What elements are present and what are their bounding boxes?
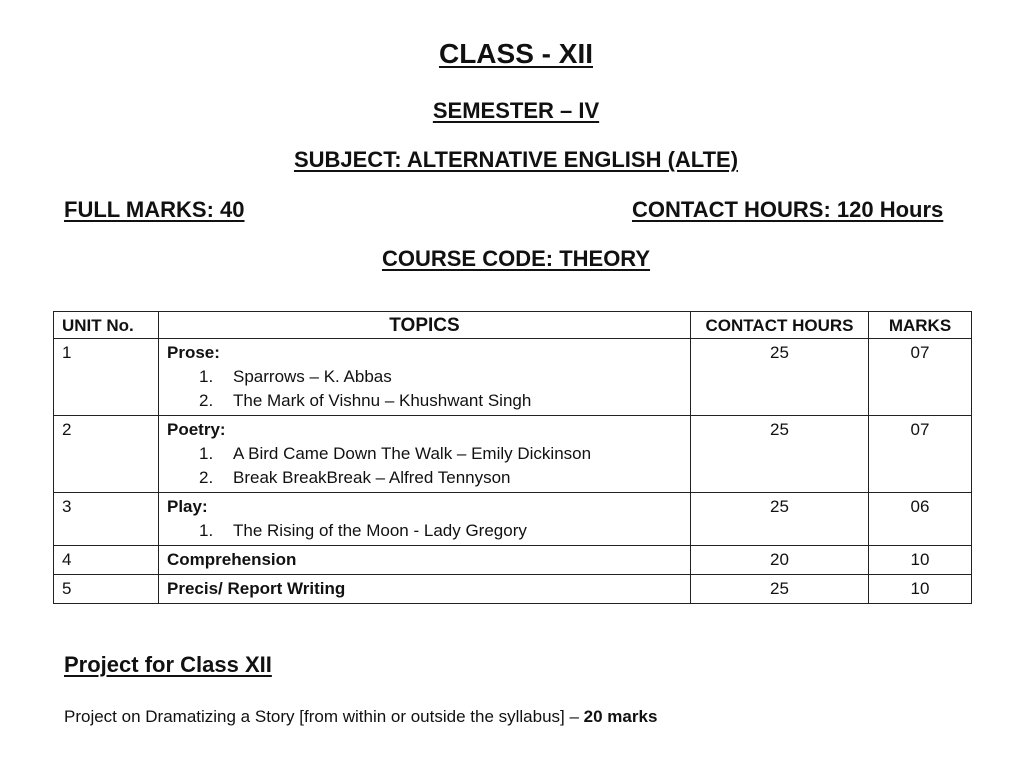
table-row (54, 339, 972, 416)
syllabus-table (53, 311, 972, 604)
topic-item (167, 442, 682, 466)
subject-heading: SUBJECT: ALTERNATIVE ENGLISH (ALTE) (293, 147, 739, 172)
table-row (54, 546, 972, 575)
project-text: Project on Dramatizing a Story [from within or outside the syllabus] – (64, 707, 584, 726)
topic-item (167, 365, 682, 389)
topic-item (167, 519, 682, 543)
unit-number: 4 (54, 546, 159, 575)
course-code-heading: COURSE CODE: THEORY (381, 246, 651, 271)
topic-text: Sparrows – K. Abbas (233, 367, 392, 386)
table-row (54, 493, 972, 546)
table-header-row (54, 312, 972, 339)
topic-number: 1. (199, 444, 214, 463)
header-topics: TOPICS (159, 312, 691, 339)
topics-cell (159, 546, 691, 575)
header-unit: UNIT No. (54, 312, 159, 339)
contact-hours-value: 20 (691, 546, 869, 575)
section-title: Prose: (167, 343, 220, 362)
marks-value: 10 (869, 575, 972, 604)
header-contact-hours: CONTACT HOURS (691, 312, 869, 339)
topics-cell (159, 416, 691, 493)
unit-number: 5 (54, 575, 159, 604)
header-marks: MARKS (869, 312, 972, 339)
section-title: Precis/ Report Writing (167, 579, 346, 598)
project-heading: Project for Class XII (64, 652, 272, 677)
topics-cell (159, 493, 691, 546)
project-marks: 20 marks (583, 707, 658, 726)
topics-cell (159, 575, 691, 604)
topics-cell (159, 339, 691, 416)
topic-item (167, 389, 682, 413)
table-row (54, 416, 972, 493)
marks-value: 10 (869, 546, 972, 575)
topic-number: 1. (199, 367, 214, 386)
contact-hours-value: 25 (691, 575, 869, 604)
marks-value: 06 (869, 493, 972, 546)
topic-item (167, 466, 682, 490)
unit-number: 1 (54, 339, 159, 416)
topic-text: Break BreakBreak – Alfred Tennyson (233, 468, 511, 487)
page-title: CLASS - XII (438, 38, 593, 69)
contact-hours-value: 25 (691, 339, 869, 416)
unit-number: 2 (54, 416, 159, 493)
unit-number: 3 (54, 493, 159, 546)
contact-hours-heading: CONTACT HOURS: 120 Hours (632, 197, 944, 222)
section-title: Poetry: (167, 420, 226, 439)
topic-text: The Rising of the Moon - Lady Gregory (233, 521, 527, 540)
topic-number: 2. (199, 468, 214, 487)
marks-value: 07 (869, 339, 972, 416)
marks-value: 07 (869, 416, 972, 493)
full-marks-heading: FULL MARKS: 40 (64, 197, 245, 222)
contact-hours-value: 25 (691, 493, 869, 546)
project-description (64, 707, 657, 727)
topic-number: 1. (199, 521, 214, 540)
contact-hours-value: 25 (691, 416, 869, 493)
topic-number: 2. (199, 391, 214, 410)
table-row (54, 575, 972, 604)
section-title: Play: (167, 497, 208, 516)
topic-text: The Mark of Vishnu – Khushwant Singh (233, 391, 532, 410)
semester-heading: SEMESTER – IV (432, 98, 600, 123)
section-title: Comprehension (167, 550, 297, 569)
topic-text: A Bird Came Down The Walk – Emily Dickinson (233, 444, 592, 463)
